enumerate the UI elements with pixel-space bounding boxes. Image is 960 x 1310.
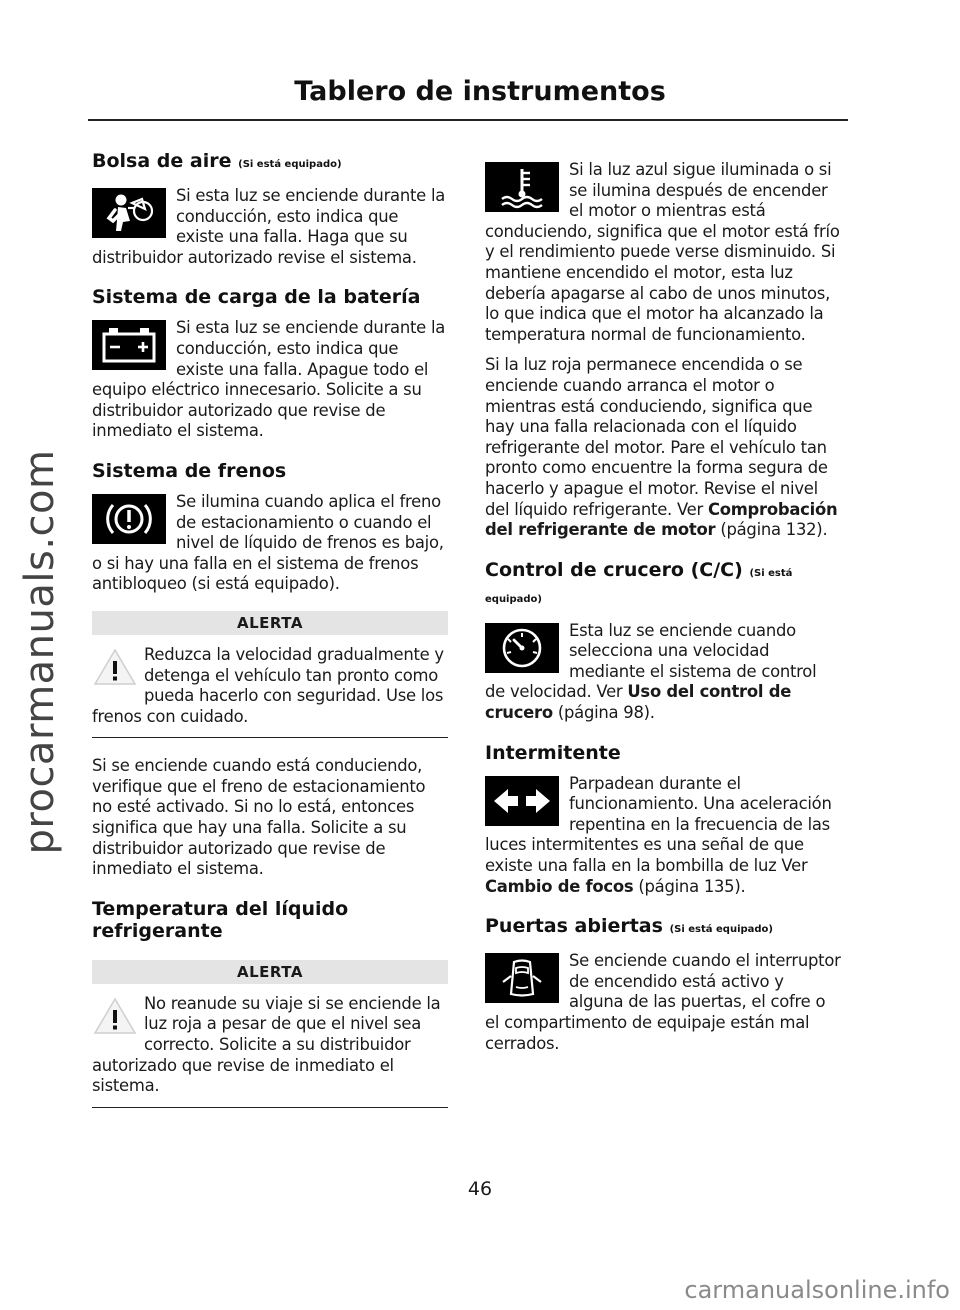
- coolant-check-link[interactable]: Comprobación del refrigerante de motor: [485, 499, 838, 540]
- airbag-section: [92, 150, 448, 268]
- cruise-text-body: Esta luz se enciende cuando selecciona una velocidad mediante el sistema de control de velocidad. Ver: [485, 620, 817, 702]
- coolant-heading: Temperatura del líquido refrigerante: [92, 897, 349, 942]
- brakes-heading: Sistema de frenos: [92, 459, 287, 482]
- right-column: [485, 160, 841, 1072]
- airbag-warning-icon: [92, 188, 166, 238]
- turn-signal-heading: Intermitente: [485, 741, 621, 764]
- coolant-section: [92, 898, 448, 1108]
- brakes-section: [92, 460, 448, 880]
- warning-triangle-icon: [92, 996, 138, 1036]
- airbag-heading: [92, 150, 448, 176]
- doors-heading: [485, 915, 841, 941]
- coolant-continued-section: [485, 160, 841, 541]
- door-open-icon: [485, 953, 559, 1003]
- warning-triangle-icon: [92, 647, 138, 687]
- battery-icon: [92, 320, 166, 370]
- cruise-heading-text: Control de crucero (C/C): [485, 558, 743, 581]
- brakes-after-text: Si se enciende cuando está conduciendo, verifique que el freno de estacionamiento no esté activado. Si no lo está, entonces significa que hay una falla. Solicite a su distribuidor autorizado que revise de inmediato el sistema.: [92, 756, 426, 879]
- bulb-change-page: (página 135).: [633, 876, 746, 896]
- brakes-alert-text: Reduzca la velocidad gradualmente y detenga el vehículo tan pronto como pueda hacerlo con seguridad. Use los frenos con cuidado.: [92, 644, 444, 726]
- brake-warning-icon: [92, 494, 166, 544]
- title-divider: [88, 119, 848, 121]
- coolant-alert-bar: ALERTA: [92, 960, 448, 984]
- brakes-alert-bar: ALERTA: [92, 611, 448, 635]
- coolant-alert-text: No reanude su viaje si se enciende la luz roja a pesar de que el nivel sea correcto. Solicite a su distribuidor autorizado que revise de inmediato el sistema.: [92, 993, 441, 1096]
- coolant-check-page: (página 132).: [715, 520, 828, 540]
- cruise-control-link[interactable]: Uso del control de crucero: [485, 682, 792, 723]
- coolant-red-light-body: Si la luz roja permanece encendida o se enciende cuando arranca el motor o mientras está conduciendo, significa que hay una falla relacionada con el líquido refrigerante del motor. Pare el vehículo tan pronto como encuentre la forma segura de hacerlo y apague el motor. Revise el nivel del líquido refrigerante. Ver: [485, 355, 828, 519]
- doors-heading-text: Puertas abiertas: [485, 915, 663, 938]
- coolant-alert-divider: [92, 1107, 448, 1108]
- page-number: 46: [467, 1178, 493, 1200]
- left-column: [92, 150, 448, 1126]
- airbag-text: Si esta luz se enciende durante la conducción, esto indica que existe una falla. Haga que su distribuidor autorizado revise el sistema.: [92, 186, 446, 267]
- brakes-text: Se ilumina cuando aplica el freno de estacionamiento o cuando el nivel de líquido de frenos es bajo, o si hay una falla en el sistema de frenos antibloqueo (si está equipado).: [92, 491, 444, 594]
- turn-signal-text-body: Parpadean durante el funcionamiento. Una aceleración repentina en la frecuencia de las luces intermitentes es una señal de que existe una falla en la bombilla de luz Ver: [485, 773, 832, 876]
- speedometer-icon: [485, 623, 559, 673]
- cruise-control-page: (página 98).: [552, 703, 655, 723]
- doors-section: [485, 915, 841, 1054]
- battery-text: Si esta luz se enciende durante la conducción, esto indica que existe una falla. Apague todo el equipo eléctrico innecesario. Solicite a su distribuidor autorizado que revise de inmediato el sistema.: [92, 318, 446, 441]
- bottom-watermark: carmanualsonline.info: [684, 1276, 950, 1304]
- coolant-temperature-icon: [485, 162, 559, 212]
- brakes-alert-divider: [92, 737, 448, 738]
- page-title: Tablero de instrumentos: [294, 76, 666, 107]
- cruise-heading: [485, 559, 841, 611]
- cruise-heading-note: (Si está equipado): [485, 567, 793, 605]
- doors-text: Se enciende cuando el interruptor de encendido está activo y alguna de las puertas, el cofre o el compartimento de equipaje están mal cerrados.: [485, 951, 841, 1053]
- turn-signal-arrows-icon: [485, 776, 559, 826]
- bulb-change-link[interactable]: Cambio de focos: [485, 876, 634, 896]
- cruise-section: [485, 559, 841, 724]
- airbag-heading-text: Bolsa de aire: [92, 150, 232, 172]
- battery-section: [92, 286, 448, 442]
- turn-signal-section: [485, 742, 841, 898]
- coolant-blue-light-text: Si la luz azul sigue iluminada o si se ilumina después de encender el motor o mientras está conduciendo, significa que el motor está frío y el rendimiento puede verse disminuido. Si mantiene encendido el motor, esta luz debería apagarse al cabo de unos minutos, lo que indica que el motor ha alcanzado la temperatura normal de funcionamiento.: [485, 160, 840, 344]
- side-watermark-text: procarmanuals.com: [17, 449, 63, 855]
- doors-heading-note: (Si está equipado): [669, 924, 773, 936]
- coolant-red-light-text: [485, 355, 841, 540]
- battery-heading: Sistema de carga de la batería: [92, 286, 421, 309]
- airbag-heading-note: (Si está equipado): [238, 159, 342, 170]
